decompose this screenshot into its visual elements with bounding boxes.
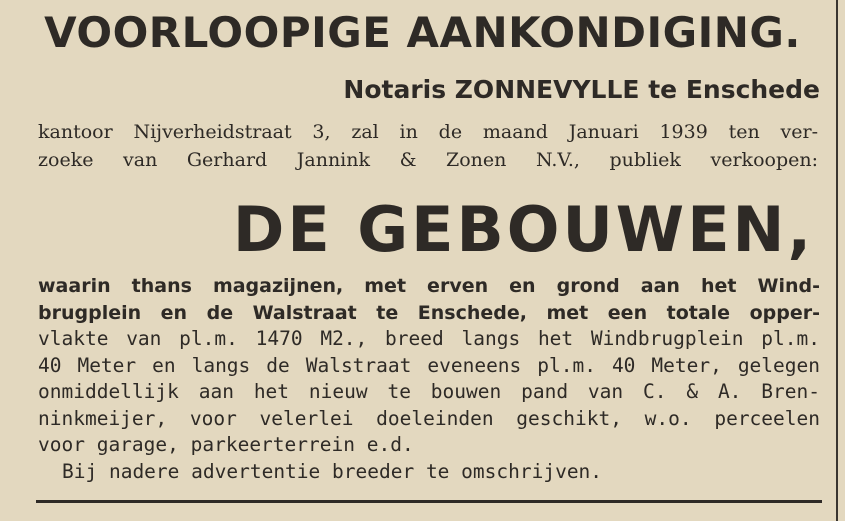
closing-line: Bij nadere advertentie breeder te omschrijven. <box>62 459 603 483</box>
intro-line: kantoor Nijverheidstraat 3, zal in de maand Januari 1939 ten ver- <box>38 121 818 143</box>
divider <box>36 500 822 503</box>
body-line: 40 Meter en langs de Walstraat eveneens pl.m. 40 Meter, gelegen <box>38 353 820 377</box>
ad-headline: VOORLOOPIGE AANKONDIGING. <box>44 8 801 57</box>
cropped-next-ad <box>36 512 822 521</box>
body-line: waarin thans magazijnen, met erven en grond aan het Wind- <box>38 275 820 297</box>
column-rule <box>836 0 838 521</box>
intro-line: zoeke van Gerhard Jannink & Zonen N.V., publiek verkoopen: <box>38 149 818 171</box>
body-paragraph <box>38 273 820 485</box>
body-line: vlakte van pl.m. 1470 M2., breed langs het Windbrugplein pl.m. <box>38 327 820 350</box>
notary-line: Notaris ZONNEVYLLE te Enschede <box>343 75 820 104</box>
big-title: DE GEBOUWEN, <box>232 193 814 266</box>
body-line: voor garage, parkeerterrein e.d. <box>38 433 414 456</box>
body-line: brugplein en de Walstraat te Enschede, met een totale opper- <box>38 301 820 324</box>
intro-paragraph <box>38 118 818 174</box>
body-line: onmiddellijk aan het nieuw te bouwen pand van C. & A. Bren- <box>38 380 820 403</box>
body-line: ninkmeijer, voor velerlei doeleinden geschikt, w.o. perceelen <box>38 406 820 430</box>
